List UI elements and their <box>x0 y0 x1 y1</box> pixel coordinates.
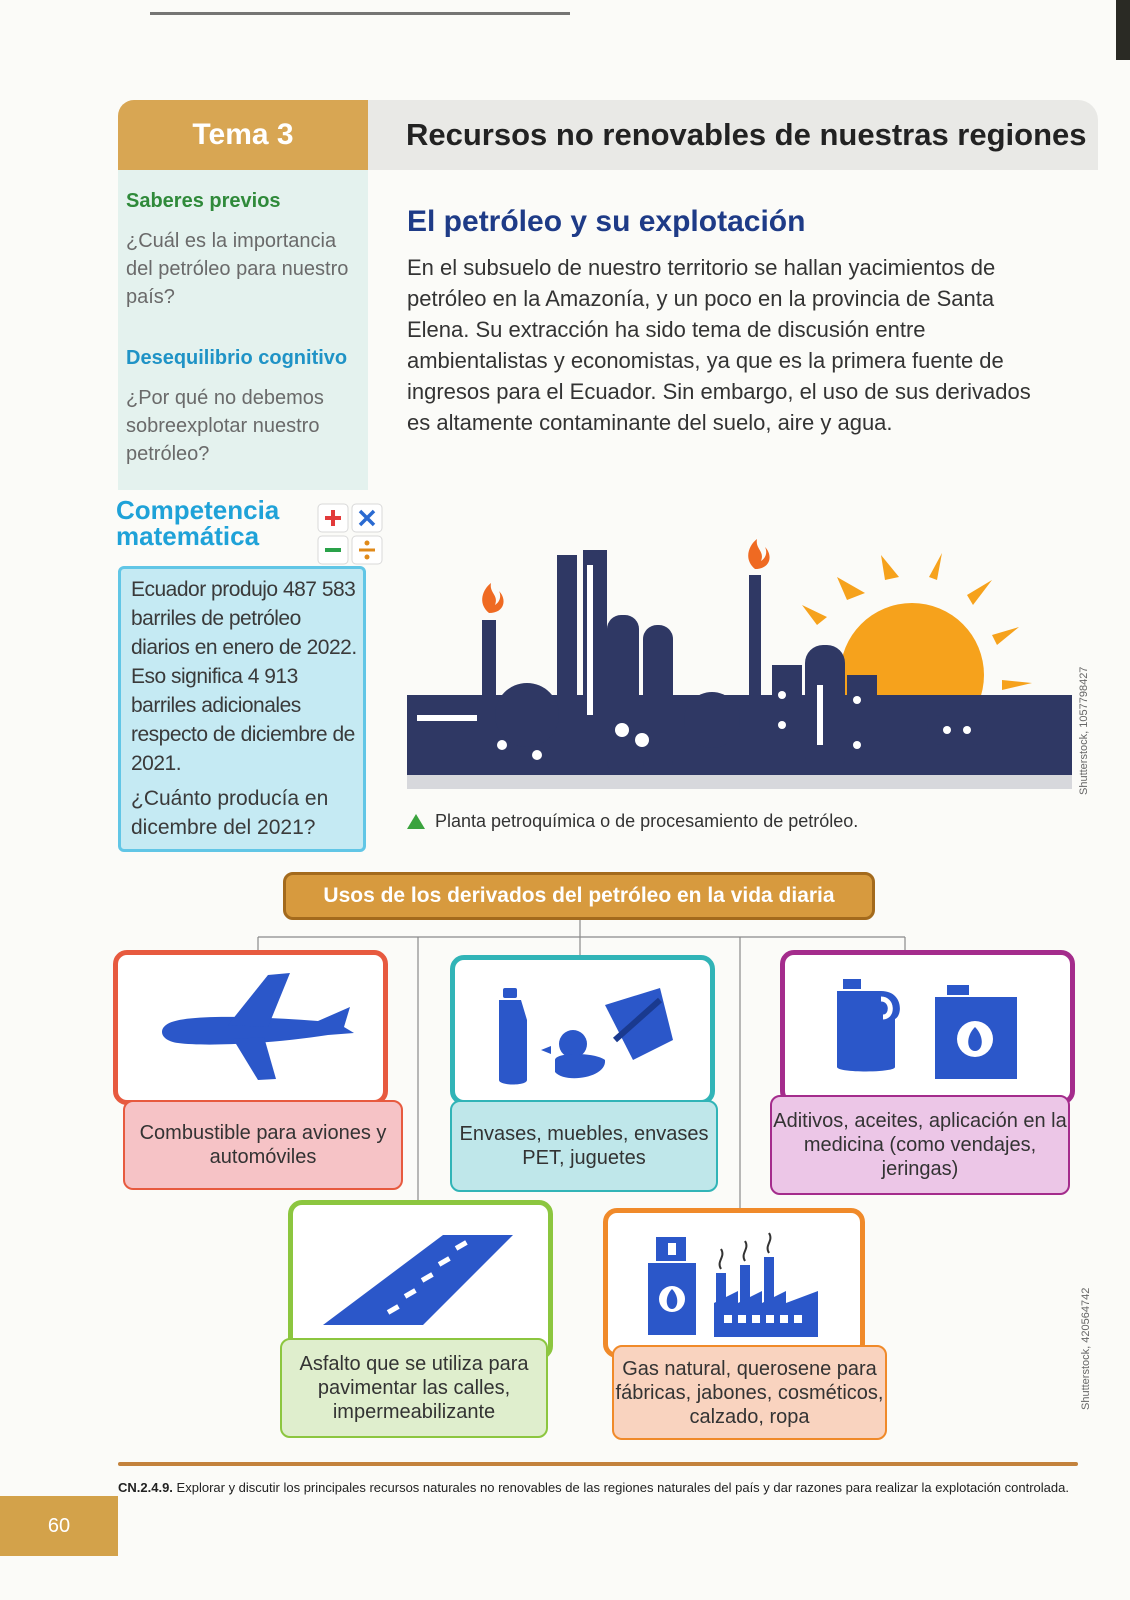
competencia-heading-line2: matemática <box>116 521 260 551</box>
saberes-heading: Saberes previos <box>126 190 281 212</box>
page-number-tab <box>0 1496 118 1556</box>
saberes-text: ¿Cuál es la importancia del petróleo para nuestro país? <box>126 230 349 308</box>
use-label-asphalt <box>280 1338 548 1438</box>
road-icon <box>293 1205 548 1355</box>
desequilibrio-text: ¿Por qué no debemos sobreexplotar nuestro petróleo? <box>126 387 324 465</box>
use-card-additives <box>780 950 1075 1105</box>
scan-binding-shadow <box>1116 0 1130 60</box>
desequilibrio-heading: Desequilibrio cognitivo <box>126 347 348 369</box>
use-label-fuel-text: Combustible para aviones y automóviles <box>139 1122 387 1168</box>
caption-triangle-icon <box>407 814 425 829</box>
section-heading: El petróleo y su explotación <box>407 205 806 238</box>
use-label-plastics <box>450 1100 718 1192</box>
diagram-title <box>283 872 875 920</box>
competencia-question: ¿Cuánto producía en dicembre del 2021? <box>131 787 329 839</box>
use-card-gas <box>603 1208 865 1358</box>
page-title: Recursos no renovables de nuestras regiones <box>406 117 1087 152</box>
plastics-icon <box>455 960 710 1100</box>
gas-factory-icon <box>608 1213 860 1353</box>
competencia-text: Ecuador produjo 487 583 barriles de petróleo diarios en enero de 2022. Eso significa 4 913 barriles adicionales respecto de diciembre de 2021. <box>131 578 357 775</box>
use-label-gas <box>612 1345 887 1440</box>
tema-tab <box>118 100 368 170</box>
diagram-credit: Shutterstock, 420564742 <box>1080 1287 1092 1410</box>
curriculum-text: Explorar y discutir los principales recursos naturales no renovables de las regiones naturales del país y dar razones para realizar la explotación controlada. <box>176 1480 1069 1495</box>
competencia-heading-line1: Competencia <box>116 495 280 525</box>
footer-rule <box>118 1462 1078 1466</box>
image-caption <box>407 811 858 832</box>
competencia-heading <box>116 497 316 549</box>
use-card-fuel <box>113 950 388 1105</box>
section-paragraph: En el subsuelo de nuestro territorio se hallan yacimientos de petróleo en la Amazonía, y un poco en la provincia de Santa Elena. Su extracción ha sido tema de discusión entre ambientalistas y economistas, ya que es la primera fuente de ingresos para el Ecuador. Sin embargo, el uso de sus derivados es altamente contaminante del suelo, aire y agua. <box>407 255 1031 435</box>
curriculum-note <box>118 1480 1078 1495</box>
image-credit: Shutterstock, 1057798427 <box>1078 666 1090 795</box>
flame-icon <box>482 539 769 613</box>
page-title-bar <box>368 100 1098 170</box>
scan-edge-line <box>150 12 570 15</box>
image-caption-text: Planta petroquímica o de procesamiento de petróleo. <box>435 811 859 831</box>
use-label-fuel <box>123 1100 403 1190</box>
use-card-plastics <box>450 955 715 1105</box>
use-label-plastics-text: Envases, muebles, envases PET, juguetes <box>459 1123 709 1169</box>
use-label-additives <box>770 1095 1070 1195</box>
tema-label: Tema 3 <box>192 118 294 151</box>
use-label-asphalt-text: Asfalto que se utiliza para pavimentar las calles, impermeabilizante <box>299 1353 529 1423</box>
airplane-icon <box>118 955 383 1100</box>
curriculum-code: CN.2.4.9. <box>118 1480 173 1495</box>
diagram-title-text: Usos de los derivados del petróleo en la vida diaria <box>323 884 835 907</box>
math-operators-icon <box>316 502 388 566</box>
use-card-asphalt <box>288 1200 553 1360</box>
additives-icon <box>785 955 1070 1100</box>
page-number: 60 <box>47 1514 71 1537</box>
use-label-additives-text: Aditivos, aceites, aplicación en la medicina (como vendajes, jeringas) <box>773 1110 1067 1180</box>
competencia-box <box>118 566 366 852</box>
use-label-gas-text: Gas natural, querosene para fábricas, jabones, cosméticos, calzado, ropa <box>615 1357 884 1428</box>
petrochemical-plant-illustration <box>407 525 1072 793</box>
